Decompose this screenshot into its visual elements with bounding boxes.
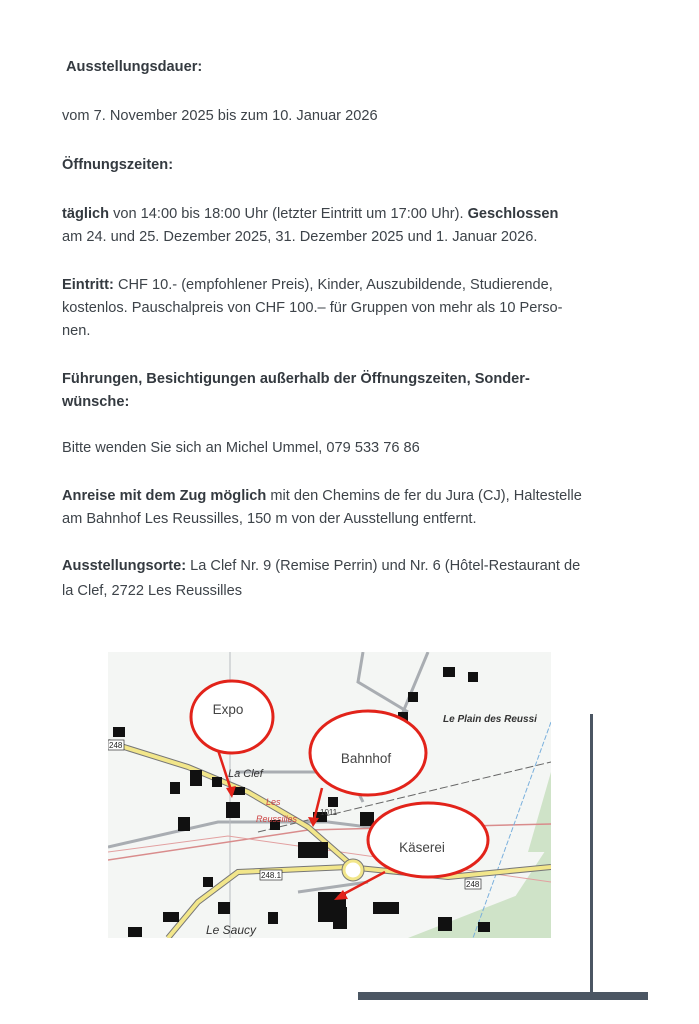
tours-contact: Bitte wenden Sie sich an Michel Ummel, 079 533 76 86 — [62, 440, 420, 456]
hours-heading: Öffnungszeiten: — [62, 157, 174, 173]
decorative-horizontal-bar — [358, 992, 648, 1000]
road-label: 248 — [466, 880, 480, 889]
callout-label: Bahnhof — [340, 751, 392, 766]
road-label: 248.1 — [261, 871, 282, 880]
duration-text: vom 7. November 2025 bis zum 10. Januar 2026 — [62, 108, 378, 124]
place-label: 1011 — [320, 808, 338, 817]
place-label: Le Plain des Reussi — [443, 714, 537, 725]
locations-line2: la Clef, 2722 Les Reussilles — [62, 583, 243, 599]
road-label: 248 — [109, 741, 123, 750]
place-label: Les — [266, 797, 281, 807]
callout-expo — [191, 681, 273, 753]
admission-line1: Eintritt: CHF 10.- (empfohlener Preis), Kinder, Auszubildende, Studierende, — [62, 277, 553, 293]
place-label: Reussilles — [256, 814, 298, 824]
train-line1: Anreise mit dem Zug möglich mit den Chemins de fer du Jura (CJ), Haltestelle — [62, 488, 582, 504]
callout-label: Käserei — [399, 840, 445, 855]
place-label: La Clef — [228, 768, 263, 780]
duration-heading: Ausstellungsdauer: — [66, 59, 203, 75]
locations-line1: Ausstellungsorte: La Clef Nr. 9 (Remise Perrin) und Nr. 6 (Hôtel-Restaurant de — [62, 558, 581, 574]
place-label: Le Saucy — [206, 923, 257, 937]
hours-line1: täglich von 14:00 bis 18:00 Uhr (letzter Eintritt um 17:00 Uhr). Geschlossen — [62, 206, 559, 222]
decorative-vertical-line — [590, 714, 593, 994]
admission-line3: nen. — [62, 323, 91, 339]
tours-heading-1: Führungen, Besichtigungen außerhalb der Öffnungszeiten, Sonder- — [62, 371, 530, 387]
callout-label: Expo — [212, 702, 244, 717]
train-line2: am Bahnhof Les Reussilles, 150 m von der Ausstellung entfernt. — [62, 511, 477, 527]
hours-closed-text: am 24. und 25. Dezember 2025, 31. Dezember 2025 und 1. Januar 2026. — [62, 229, 538, 245]
tours-heading-2: wünsche: — [62, 394, 130, 410]
location-map — [108, 652, 551, 938]
admission-line2: kostenlos. Pauschalpreis von CHF 100.– für Gruppen von mehr als 10 Perso- — [62, 300, 563, 316]
